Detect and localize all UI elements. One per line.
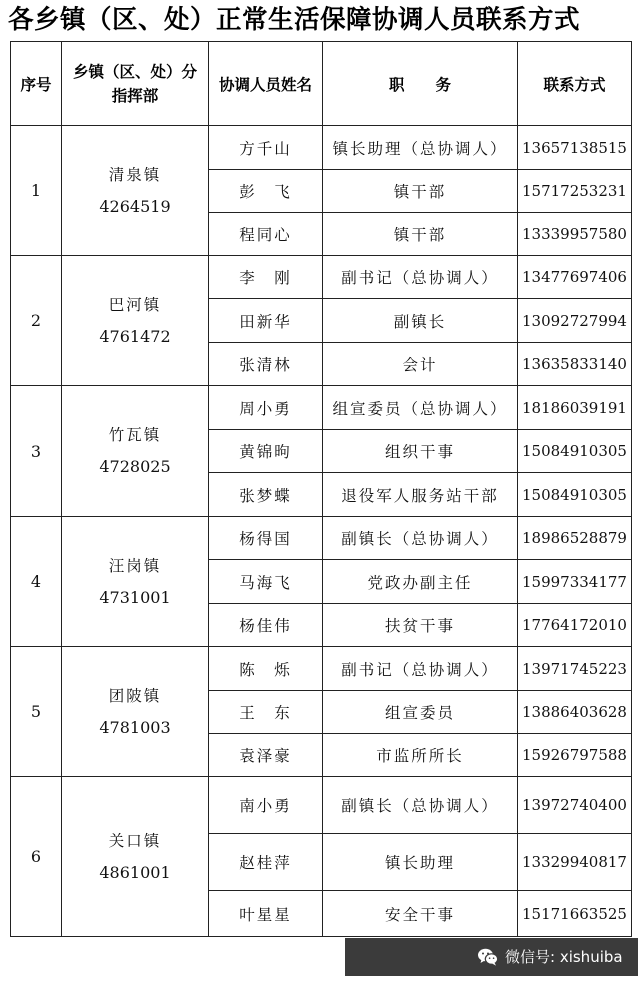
cell-position: 镇长助理 <box>323 834 518 891</box>
cell-person-name: 南小勇 <box>209 777 323 834</box>
town-name: 竹瓦镇 <box>108 426 162 444</box>
cell-person-name: 赵桂萍 <box>209 834 323 891</box>
wechat-icon <box>477 947 499 967</box>
cell-position: 会计 <box>323 343 518 386</box>
cell-person-name: 杨得国 <box>209 517 323 560</box>
header-position: 职 务 <box>323 42 518 126</box>
table-row <box>11 517 632 560</box>
town-phone: 4731001 <box>99 587 171 607</box>
cell-phone: 15717253231 <box>518 170 632 213</box>
cell-phone: 15926797588 <box>518 734 632 777</box>
table-row <box>11 256 632 299</box>
cell-person-name: 杨佳伟 <box>209 604 323 647</box>
cell-position: 组宣委员（总协调人） <box>323 386 518 430</box>
cell-person-name: 彭 飞 <box>209 170 323 213</box>
cell-position: 党政办副主任 <box>323 560 518 604</box>
cell-town <box>62 256 209 386</box>
cell-position: 副书记（总协调人） <box>323 256 518 299</box>
cell-group-no: 5 <box>11 647 62 777</box>
cell-phone: 17764172010 <box>518 604 632 647</box>
cell-phone: 13092727994 <box>518 299 632 343</box>
cell-phone: 15997334177 <box>518 560 632 604</box>
cell-position: 退役军人服务站干部 <box>323 473 518 517</box>
cell-town <box>62 126 209 256</box>
cell-person-name: 马海飞 <box>209 560 323 604</box>
town-name: 清泉镇 <box>108 165 162 184</box>
cell-position: 镇干部 <box>323 213 518 256</box>
cell-position: 组宣委员 <box>323 691 518 734</box>
cell-person-name: 陈 烁 <box>209 647 323 691</box>
cell-position: 副书记（总协调人） <box>323 647 518 691</box>
cell-phone: 13329940817 <box>518 834 632 891</box>
cell-person-name: 程同心 <box>209 213 323 256</box>
cell-town <box>62 777 209 937</box>
table-row <box>11 647 632 691</box>
cell-phone: 15171663525 <box>518 891 632 937</box>
cell-person-name: 张清林 <box>209 343 323 386</box>
cell-town <box>62 647 209 777</box>
cell-person-name: 黄锦昫 <box>209 430 323 473</box>
cell-position: 组织干事 <box>323 430 518 473</box>
cell-position: 市监所所长 <box>323 734 518 777</box>
cell-phone: 13635833140 <box>518 343 632 386</box>
cell-person-name: 张梦蝶 <box>209 473 323 517</box>
cell-person-name: 方千山 <box>209 126 323 170</box>
cell-position: 扶贫干事 <box>323 604 518 647</box>
cell-position: 副镇长（总协调人） <box>323 517 518 560</box>
cell-position: 副镇长 <box>323 299 518 343</box>
header-no: 序号 <box>11 42 62 126</box>
cell-position: 副镇长（总协调人） <box>323 777 518 834</box>
cell-group-no: 4 <box>11 517 62 647</box>
town-phone: 4728025 <box>99 457 171 476</box>
header-town-line1: 乡镇（区、处）分 <box>72 62 197 81</box>
town-phone: 4264519 <box>99 196 171 216</box>
cell-person-name: 周小勇 <box>209 386 323 430</box>
town-name: 关口镇 <box>108 831 162 850</box>
header-name: 协调人员姓名 <box>209 42 323 126</box>
table-row <box>11 126 632 170</box>
cell-position: 镇干部 <box>323 170 518 213</box>
cell-phone: 13657138515 <box>518 126 632 170</box>
cell-phone: 18186039191 <box>518 386 632 430</box>
contact-table <box>10 41 632 937</box>
cell-group-no: 1 <box>11 126 62 256</box>
cell-person-name: 袁泽豪 <box>209 734 323 777</box>
town-phone: 4761472 <box>99 326 171 346</box>
cell-person-name: 王 东 <box>209 691 323 734</box>
cell-group-no: 3 <box>11 386 62 517</box>
table-row <box>11 386 632 430</box>
table-row <box>11 777 632 834</box>
watermark-text: 微信号: xishuiba <box>505 948 623 966</box>
cell-phone: 18986528879 <box>518 517 632 560</box>
cell-phone: 13971745223 <box>518 647 632 691</box>
cell-group-no: 2 <box>11 256 62 386</box>
page-title: 各乡镇（区、处）正常生活保障协调人员联系方式 <box>8 5 581 35</box>
header-town-line2: 指挥部 <box>111 86 159 105</box>
header-town <box>62 42 209 126</box>
cell-position: 安全干事 <box>323 891 518 937</box>
cell-phone: 13886403628 <box>518 691 632 734</box>
watermark <box>345 938 638 976</box>
town-phone: 4861001 <box>99 862 171 882</box>
cell-phone: 13972740400 <box>518 777 632 834</box>
cell-town <box>62 517 209 647</box>
table-header-row <box>11 42 632 126</box>
cell-person-name: 田新华 <box>209 299 323 343</box>
header-contact: 联系方式 <box>518 42 632 126</box>
town-phone: 4781003 <box>99 717 171 737</box>
cell-person-name: 李 刚 <box>209 256 323 299</box>
cell-phone: 13477697406 <box>518 256 632 299</box>
cell-group-no: 6 <box>11 777 62 937</box>
cell-position: 镇长助理（总协调人） <box>323 126 518 170</box>
town-name: 团陂镇 <box>108 686 162 705</box>
cell-person-name: 叶星星 <box>209 891 323 937</box>
cell-phone: 15084910305 <box>518 430 632 473</box>
cell-phone: 13339957580 <box>518 213 632 256</box>
table-body <box>11 126 632 937</box>
town-name: 巴河镇 <box>108 295 162 314</box>
town-name: 汪岗镇 <box>108 556 162 575</box>
cell-phone: 15084910305 <box>518 473 632 517</box>
cell-town <box>62 386 209 517</box>
